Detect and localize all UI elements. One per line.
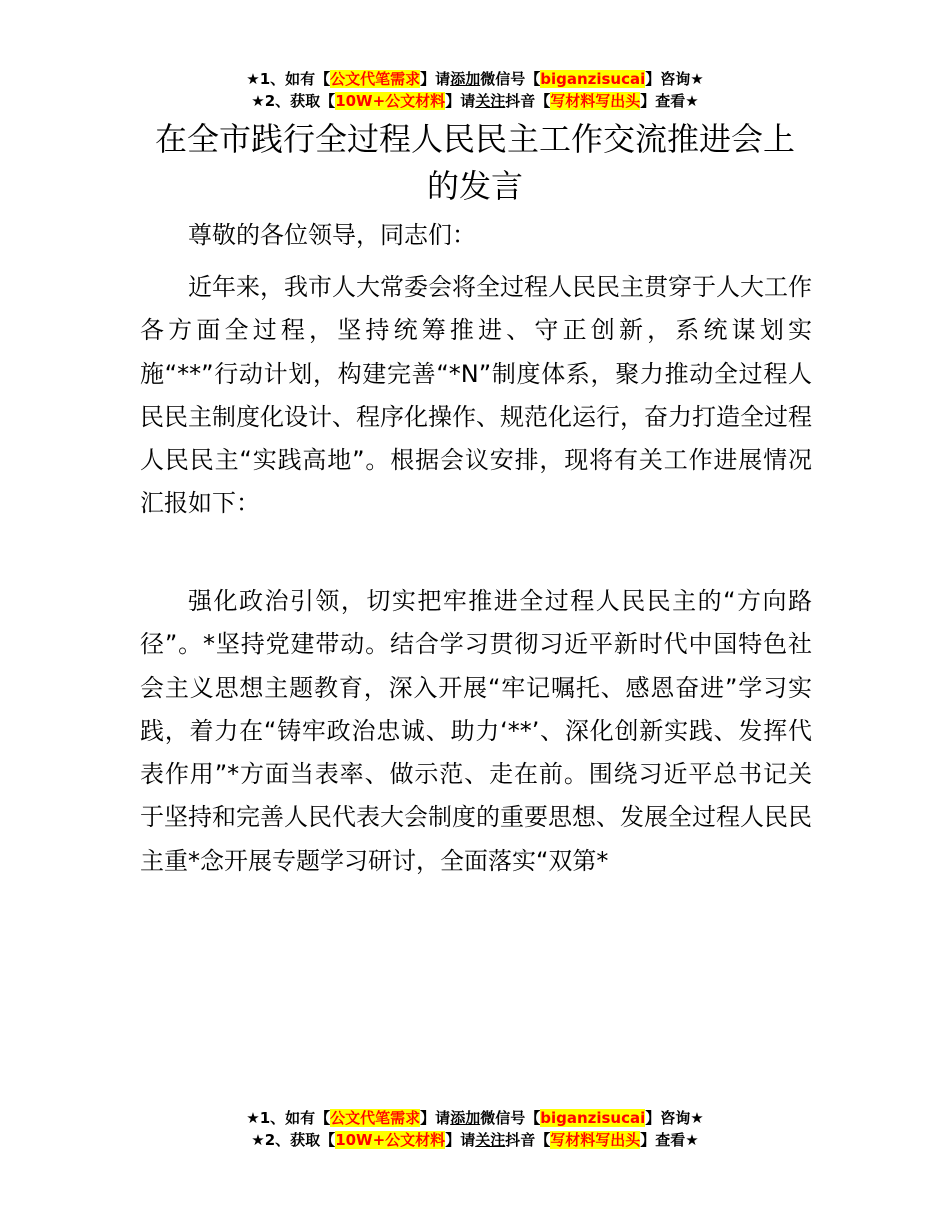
paragraph-intro [140,266,812,526]
highlight-service: 公文代笔需求 [330,1109,421,1127]
highlight-douyin-account: 写材料写出头 [550,92,641,110]
salutation [140,214,812,257]
paragraph-text: 近年来，我市人大常委会将全过程人民民主贯穿于人大工作各方面全过程，坚持统筹推进、守正创新，系统谋划实施“**”行动计划，构建完善“*N”制度体系，聚力推动全过程人民民主制度化设计、程序化操作、规范化运行，奋力打造全过程人民民主“实践高地”。根据会议安排，现将有关工作进展情况汇报如下： [140,273,812,518]
highlight-douyin-account: 写材料写出头 [550,1131,641,1149]
banner-line-2: ★2、获取【10W+公文材料】请关注抖音【写材料写出头】查看★ [251,1131,699,1149]
footer-banner [0,1107,950,1151]
highlight-service: 公文代笔需求 [330,70,421,88]
salutation-text: 尊敬的各位领导，同志们： [188,221,476,249]
highlight-wechat-id: biganzisucai [540,70,646,88]
highlight-materials: 10W+公文材料 [335,1131,446,1149]
banner-line-1: ★1、如有【公文代笔需求】请添加微信号【biganzisucai】咨询★ [246,70,704,88]
header-banner [0,68,950,112]
highlight-wechat-id: biganzisucai [540,1109,646,1127]
banner-line-2: ★2、获取【10W+公文材料】请关注抖音【写材料写出头】查看★ [251,92,699,110]
banner-line-1: ★1、如有【公文代笔需求】请添加微信号【biganzisucai】咨询★ [246,1109,704,1127]
paragraph-text: 强化政治引领，切实把牢推进全过程人民民主的“方向路径”。*坚持党建带动。结合学习贯彻习近平新时代中国特色社会主义思想主题教育，深入开展“牢记嘱托、感恩奋进”学习实践，着力在“铸牢政治忠诚、助力‘**’、深化创新实践、发挥代表作用”*方面当表率、做示范、走在前。围绕习近平总书记关于坚持和完善人民代表大会制度的重要思想、发展全过程人民民主重*念开展专题学习研讨，全面落实“双第* [140,587,812,875]
paragraph-political-guidance [140,580,812,883]
highlight-materials: 10W+公文材料 [335,92,446,110]
document-title: 在全市践行全过程人民民主工作交流推进会上的发言 [154,120,795,205]
